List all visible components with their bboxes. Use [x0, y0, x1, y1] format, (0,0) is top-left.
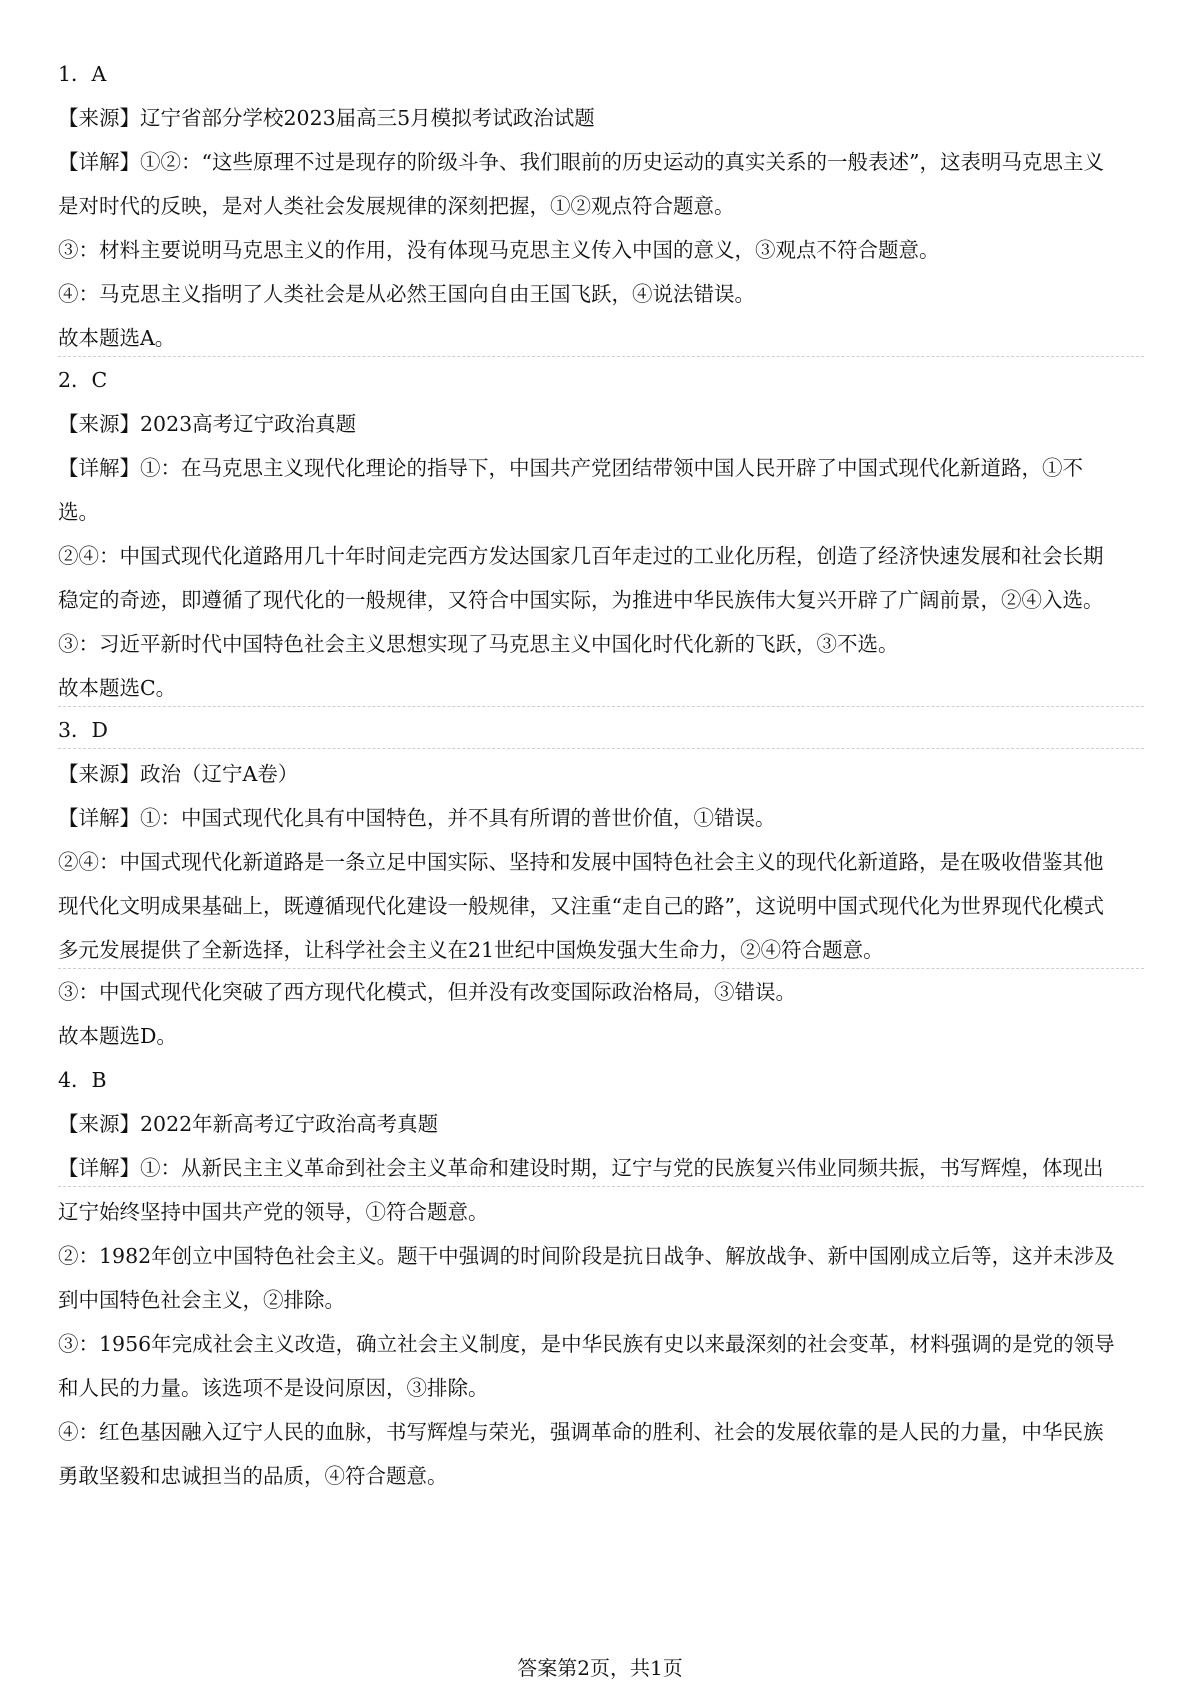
- explanation-line: ④：马克思主义指明了人类社会是从必然王国向自由王国飞跃，④说法错误。: [58, 282, 755, 306]
- answer-number: 3．D: [58, 718, 108, 742]
- answer-source: 【来源】2022年新高考辽宁政治高考真题: [58, 1112, 439, 1136]
- section-divider: [58, 706, 1144, 707]
- section-divider: [58, 748, 1144, 749]
- section-divider: [58, 356, 1144, 357]
- explanation-line: ②④：中国式现代化新道路是一条立足中国实际、坚持和发展中国特色社会主义的现代化新道路，是在吸收借鉴其他: [58, 850, 1104, 874]
- explanation-line: ②④：中国式现代化道路用几十年时间走完西方发达国家几百年走过的工业化历程，创造了经济快速发展和社会长期: [58, 544, 1104, 568]
- explanation-line: 稳定的奇迹，即遵循了现代化的一般规律，又符合中国实际，为推进中华民族伟大复兴开辟了广阔前景，②④入选。: [58, 588, 1104, 612]
- explanation-line: ④：红色基因融入辽宁人民的血脉，书写辉煌与荣光，强调革命的胜利、社会的发展依靠的是人民的力量，中华民族: [58, 1420, 1104, 1444]
- explanation-line: 是对时代的反映，是对人类社会发展规律的深刻把握，①②观点符合题意。: [58, 194, 735, 218]
- section-divider: [58, 1186, 1144, 1187]
- answer-source: 【来源】辽宁省部分学校2023届高三5月模拟考试政治试题: [58, 106, 595, 130]
- conclusion-line: 故本题选D。: [58, 1024, 177, 1048]
- explanation-line: 【详解】①：在马克思主义现代化理论的指导下，中国共产党团结带领中国人民开辟了中国式现代化新道路，①不: [58, 456, 1083, 480]
- explanation-line: 【详解】①：从新民主主义革命到社会主义革命和建设时期，辽宁与党的民族复兴伟业同频共振，书写辉煌，体现出: [58, 1156, 1104, 1180]
- explanation-line: ③：1956年完成社会主义改造，确立社会主义制度，是中华民族有史以来最深刻的社会变革，材料强调的是党的领导: [58, 1332, 1115, 1356]
- answer-source: 【来源】政治（辽宁A卷）: [58, 762, 299, 786]
- explanation-line: 现代化文明成果基础上，既遵循现代化建设一般规律，又注重“走自己的路”，这说明中国式现代化为世界现代化模式: [58, 894, 1104, 918]
- explanation-line: 和人民的力量。该选项不是设问原因，③排除。: [58, 1376, 489, 1400]
- explanation-line: 勇敢坚毅和忠诚担当的品质，④符合题意。: [58, 1464, 448, 1488]
- answer-number: 4．B: [58, 1068, 107, 1092]
- section-divider: [58, 968, 1144, 969]
- explanation-line: 【详解】①：中国式现代化具有中国特色，并不具有所谓的普世价值，①错误。: [58, 806, 776, 830]
- explanation-line: 辽宁始终坚持中国共产党的领导，①符合题意。: [58, 1200, 489, 1224]
- explanation-line: 到中国特色社会主义，②排除。: [58, 1288, 345, 1312]
- explanation-line: ③：习近平新时代中国特色社会主义思想实现了马克思主义中国化时代化新的飞跃，③不选。: [58, 632, 899, 656]
- conclusion-line: 故本题选A。: [58, 326, 176, 350]
- answer-source: 【来源】2023高考辽宁政治真题: [58, 412, 357, 436]
- explanation-line: ③：材料主要说明马克思主义的作用，没有体现马克思主义传入中国的意义，③观点不符合题意。: [58, 238, 940, 262]
- answer-number: 1．A: [58, 62, 107, 86]
- explanation-line: ②：1982年创立中国特色社会主义。题干中强调的时间阶段是抗日战争、解放战争、新中国刚成立后等，这并未涉及: [58, 1244, 1115, 1268]
- answer-number: 2．C: [58, 368, 108, 392]
- page-footer: 答案第2页，共1页: [517, 1656, 683, 1680]
- explanation-line: 选。: [58, 500, 99, 524]
- explanation-line: ③：中国式现代化突破了西方现代化模式，但并没有改变国际政治格局，③错误。: [58, 980, 796, 1004]
- explanation-line: 【详解】①②：“这些原理不过是现存的阶级斗争、我们眼前的历史运动的真实关系的一般表述”，这表明马克思主义: [58, 150, 1104, 174]
- explanation-line: 多元发展提供了全新选择，让科学社会主义在21世纪中国焕发强大生命力，②④符合题意。: [58, 938, 884, 962]
- conclusion-line: 故本题选C。: [58, 676, 177, 700]
